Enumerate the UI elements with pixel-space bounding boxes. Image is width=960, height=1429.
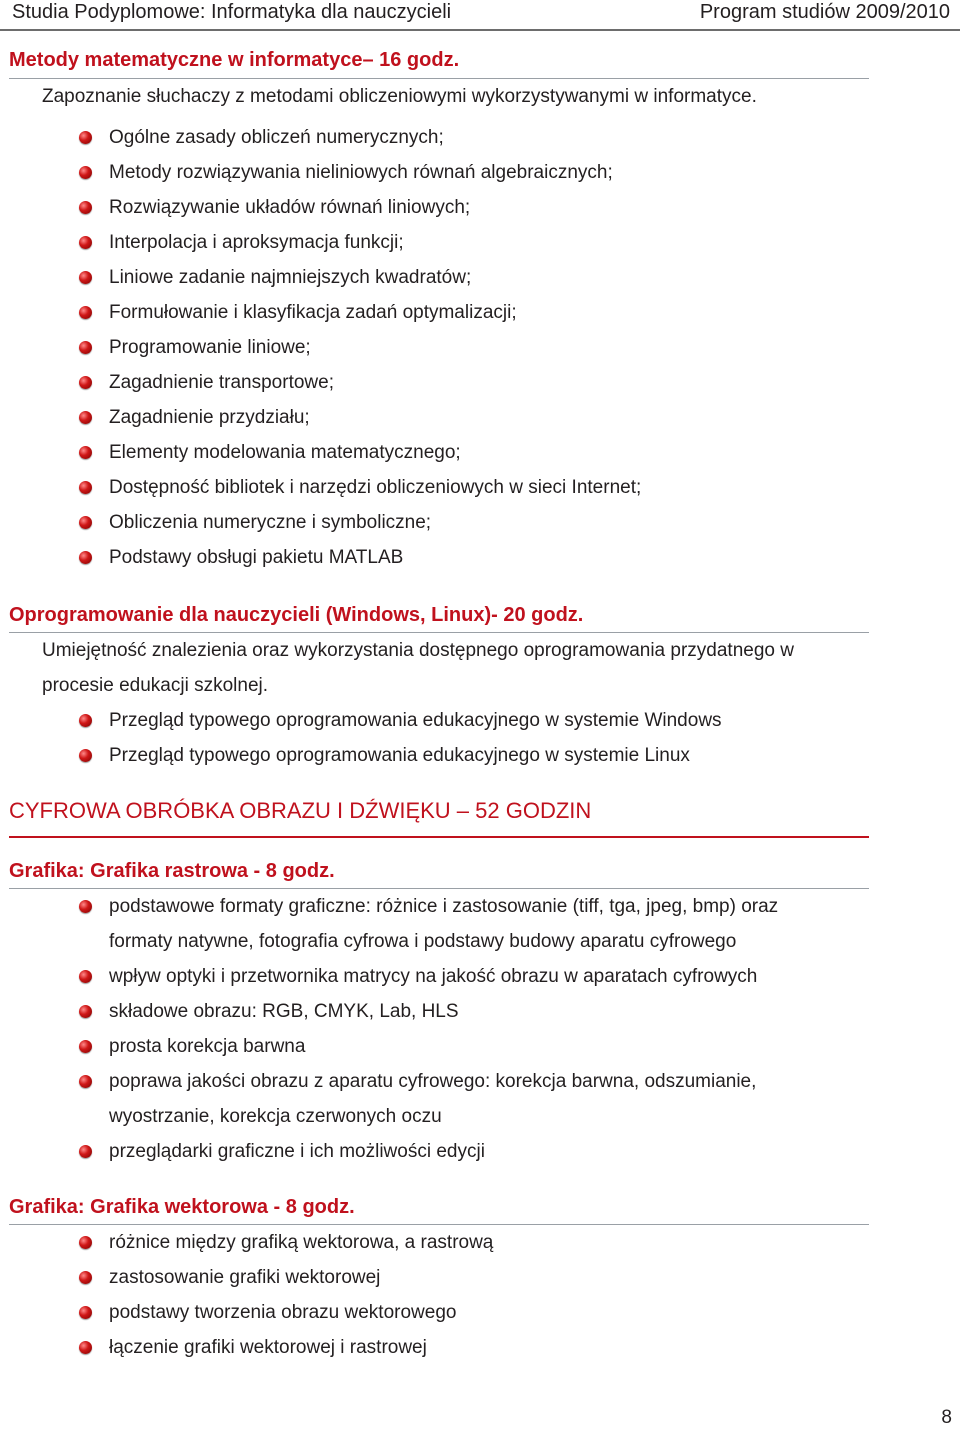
- bullet-icon: [79, 900, 92, 913]
- list-item-text: wyostrzanie, korekcja czerwonych oczu: [109, 1106, 442, 1127]
- bullet-icon: [79, 481, 92, 494]
- list-item-text: Zagadnienie przydziału;: [109, 407, 310, 428]
- list-item: [79, 1029, 778, 1064]
- list-item-text: Interpolacja i aproksymacja funkcji;: [109, 232, 404, 253]
- section-divider: [9, 632, 869, 633]
- list-item-text: Rozwiązywanie układów równań liniowych;: [109, 197, 471, 218]
- list-item-text: Elementy modelowania matematycznego;: [109, 442, 461, 463]
- bullet-icon: [79, 1145, 92, 1158]
- bullet-icon: [79, 1236, 92, 1249]
- section-intro-line2: procesie edukacji szkolnej.: [42, 675, 269, 696]
- list-item: [79, 540, 641, 575]
- list-item-text: podstawy tworzenia obrazu wektorowego: [109, 1302, 457, 1323]
- list-item: [79, 365, 641, 400]
- bullet-icon: [79, 236, 92, 249]
- list-item-text: Metody rozwiązywania nieliniowych równań algebraicznych;: [109, 162, 613, 183]
- list-item: [79, 260, 641, 295]
- list-item: [79, 120, 641, 155]
- vector-topics-list: [79, 1225, 493, 1365]
- list-item-text: Podstawy obsługi pakietu MATLAB: [109, 547, 404, 568]
- list-item: [79, 703, 722, 738]
- bullet-icon: [79, 970, 92, 983]
- bullet-icon: [79, 1040, 92, 1053]
- list-item-text: Ogólne zasady obliczeń numerycznych;: [109, 127, 444, 148]
- bullet-icon: [79, 446, 92, 459]
- bullet-icon: [79, 376, 92, 389]
- section-title-software: Oprogramowanie dla nauczycieli (Windows, Linux)- 20 godz.: [9, 604, 584, 626]
- bullet-icon: [79, 306, 92, 319]
- raster-topics-list: [79, 889, 778, 1169]
- list-item: [79, 1064, 778, 1134]
- list-item: [79, 994, 778, 1029]
- list-item: [79, 1225, 493, 1260]
- list-item-text: składowe obrazu: RGB, CMYK, Lab, HLS: [109, 1001, 459, 1022]
- section-title-math-methods: Metody matematyczne w informatyce– 16 godz.: [9, 49, 460, 71]
- list-item: [79, 155, 641, 190]
- bullet-icon: [79, 341, 92, 354]
- bullet-icon: [79, 1005, 92, 1018]
- list-item-text: Przegląd typowego oprogramowania edukacyjnego w systemie Windows: [109, 710, 722, 731]
- list-item-text: Programowanie liniowe;: [109, 337, 311, 358]
- list-item-text: przeglądarki graficzne i ich możliwości edycji: [109, 1141, 485, 1162]
- list-item: [79, 738, 722, 773]
- section-intro: Zapoznanie słuchaczy z metodami obliczeniowymi wykorzystywanymi w informatyce.: [42, 86, 757, 107]
- list-item: [79, 1295, 493, 1330]
- list-item-text: Formułowanie i klasyfikacja zadań optymalizacji;: [109, 302, 517, 323]
- list-item: [79, 435, 641, 470]
- bullet-icon: [79, 749, 92, 762]
- list-item: [79, 1260, 493, 1295]
- bullet-icon: [79, 516, 92, 529]
- list-item-text: Liniowe zadanie najmniejszych kwadratów;: [109, 267, 472, 288]
- bullet-icon: [79, 714, 92, 727]
- bullet-icon: [79, 1075, 92, 1088]
- bullet-icon: [79, 131, 92, 144]
- section-divider: [9, 78, 869, 79]
- list-item-text: prosta korekcja barwna: [109, 1036, 306, 1057]
- bullet-icon: [79, 201, 92, 214]
- bullet-icon: [79, 271, 92, 284]
- list-item-text: Dostępność bibliotek i narzędzi obliczeniowych w sieci Internet;: [109, 477, 642, 498]
- block-divider: [9, 836, 869, 838]
- header-divider: [0, 29, 960, 31]
- list-item-text: poprawa jakości obrazu z aparatu cyfrowego: korekcja barwna, odszumianie,: [109, 1071, 757, 1092]
- list-item-text: różnice między grafiką wektorowa, a rastrową: [109, 1232, 494, 1253]
- section-title-vector: Grafika: Grafika wektorowa - 8 godz.: [9, 1196, 355, 1218]
- page-header: [0, 0, 960, 30]
- list-item-text: zastosowanie grafiki wektorowej: [109, 1267, 381, 1288]
- page-number: 8: [941, 1407, 952, 1428]
- list-item: [79, 295, 641, 330]
- list-item: [79, 959, 778, 994]
- list-item: [79, 330, 641, 365]
- bullet-icon: [79, 411, 92, 424]
- list-item: [79, 1134, 778, 1169]
- list-item-text: wpływ optyki i przetwornika matrycy na jakość obrazu w aparatach cyfrowych: [109, 966, 758, 987]
- list-item: [79, 505, 641, 540]
- section-intro-line1: Umiejętność znalezienia oraz wykorzystania dostępnego oprogramowania przydatnego w: [42, 640, 794, 661]
- header-program-year: Program studiów 2009/2010: [699, 1, 950, 23]
- list-item: [79, 400, 641, 435]
- list-item-text: Obliczenia numeryczne i symboliczne;: [109, 512, 432, 533]
- list-item: [79, 225, 641, 260]
- section-title-raster: Grafika: Grafika rastrowa - 8 godz.: [9, 860, 335, 882]
- list-item: [79, 1330, 493, 1365]
- list-item-text: Przegląd typowego oprogramowania edukacyjnego w systemie Linux: [109, 745, 690, 766]
- software-topics-list: [79, 703, 722, 773]
- bullet-icon: [79, 166, 92, 179]
- list-item-text: Zagadnienie transportowe;: [109, 372, 334, 393]
- block-title: CYFROWA OBRÓBKA OBRAZU I DŹWIĘKU – 52 GODZIN: [9, 798, 592, 823]
- list-item-text: formaty natywne, fotografia cyfrowa i podstawy budowy aparatu cyfrowego: [109, 931, 737, 952]
- bullet-icon: [79, 1341, 92, 1354]
- list-item-text: podstawowe formaty graficzne: różnice i zastosowanie (tiff, tga, jpeg, bmp) oraz: [109, 896, 779, 917]
- math-topics-list: [79, 120, 641, 575]
- bullet-icon: [79, 1271, 92, 1284]
- list-item-text: łączenie grafiki wektorowej i rastrowej: [109, 1337, 427, 1358]
- list-item: [79, 190, 641, 225]
- bullet-icon: [79, 1306, 92, 1319]
- bullet-icon: [79, 551, 92, 564]
- header-course-title: Studia Podyplomowe: Informatyka dla nauczycieli: [12, 1, 452, 23]
- list-item: [79, 889, 778, 959]
- list-item: [79, 470, 641, 505]
